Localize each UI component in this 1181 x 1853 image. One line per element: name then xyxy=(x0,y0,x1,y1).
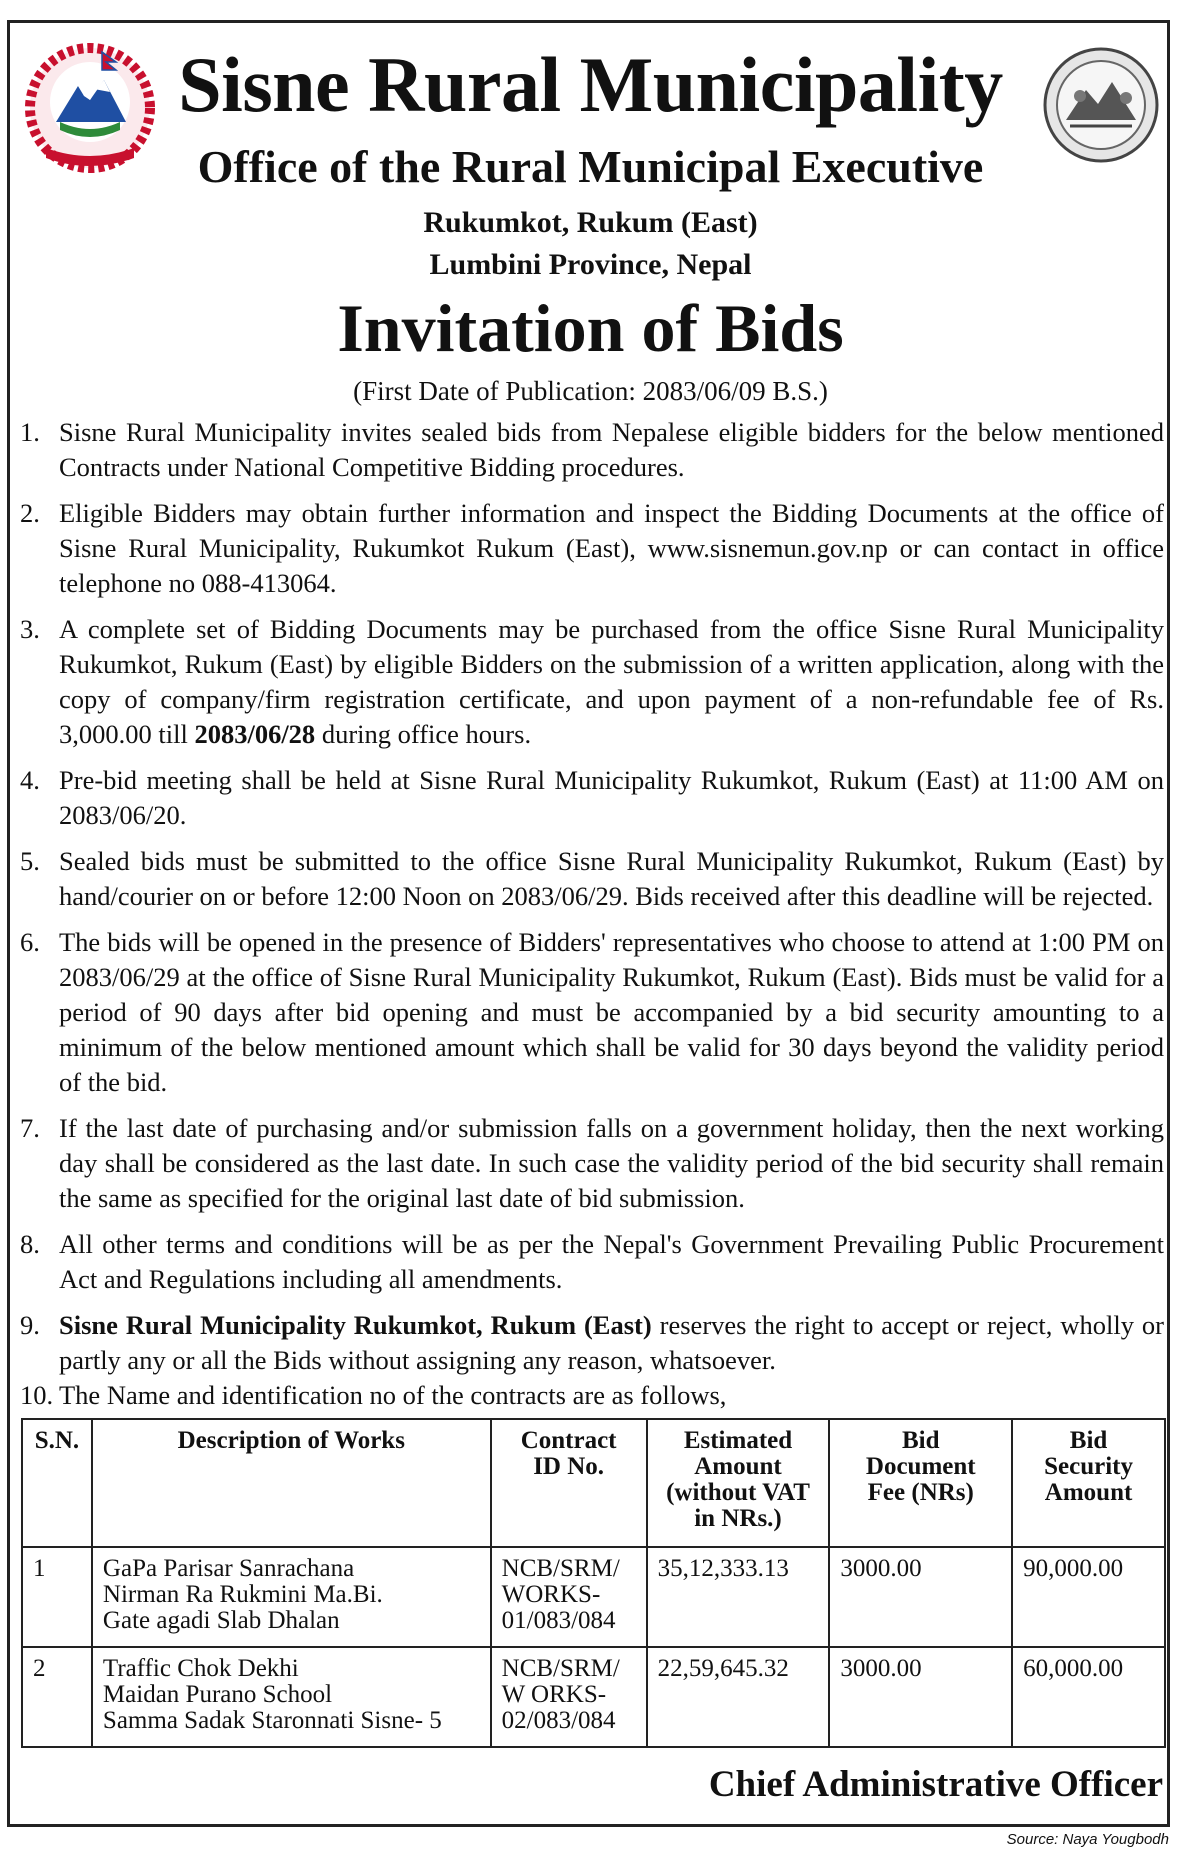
item-number: 8. xyxy=(20,1229,40,1259)
column-header-estimated-amount: Estimated Amount (without VAT in NRs.) xyxy=(647,1419,830,1547)
item-text: A complete set of Bidding Documents may be purchased from the office Sisne Rural Municipality Rukumkot, Rukum (East) by eligible Bidders on the submission of a written application, along with the copy of company/firm registration certificate, and upon payment of a non-refundable fee of Rs. 3,000.00 till xyxy=(59,614,1164,749)
item-number: 9. xyxy=(20,1310,40,1340)
source-credit: Source: Naya Yougbodh xyxy=(1006,1831,1169,1848)
item-number: 1. xyxy=(20,417,40,447)
item-text: If the last date of purchasing and/or submission falls on a government holiday, then the next working day shall be considered as the last date. In such case the validity period of the bid security shall remain the same as specified for the original last date of bid submission. xyxy=(59,1113,1164,1213)
item-text: The bids will be opened in the presence of Bidders' representatives who choose to attend at 1:00 PM on 2083/06/29 at the office of Sisne Rural Municipality Rukumkot, Rukum (East). Bids must be valid for a period of 90 days after bid opening and must be accompanied by a bid security amounting to a minimum of the below mentioned amount which shall be valid for 30 days beyond the validity period of the bid. xyxy=(59,927,1164,1097)
address-line-2: Lumbini Province, Nepal xyxy=(429,248,752,281)
table-row xyxy=(22,1547,1165,1647)
item-text: Sisne Rural Municipality invites sealed bids from Nepalese eligible bidders for the below mentioned Contracts under National Competitive Bidding procedures. xyxy=(59,417,1164,482)
cell-sn: 1 xyxy=(22,1547,92,1647)
item-text: reserves the right to accept or reject, wholly or partly any or all the Bids without assigning any reason, whatsoever. xyxy=(59,1310,1165,1375)
publication-date: (First Date of Publication: 2083/06/09 B.S.) xyxy=(353,376,828,406)
notice-title: Invitation of Bids xyxy=(337,290,844,366)
column-header-bid-security: Bid Security Amount xyxy=(1012,1419,1165,1547)
table-header-row xyxy=(22,1419,1165,1547)
address-line-1: Rukumkot, Rukum (East) xyxy=(423,206,758,239)
column-header-document-fee: Bid Document Fee (NRs) xyxy=(829,1419,1012,1547)
column-header-contract-id: Contract ID No. xyxy=(491,1419,647,1547)
office-title: Office of the Rural Municipal Executive xyxy=(197,141,984,192)
bid-terms-list xyxy=(20,415,1164,1424)
cell-bid-security: 90,000.00 xyxy=(1012,1547,1165,1647)
item-number: 2. xyxy=(20,498,40,528)
list-item xyxy=(20,1308,1164,1378)
item-number: 6. xyxy=(20,927,40,957)
item-text: Eligible Bidders may obtain further information and inspect the Bidding Documents at the office of Sisne Rural Municipality, Rukumkot Rukum (East), www.sisnemun.gov.np or can contact in office telephone no 088-413064. xyxy=(59,498,1164,598)
purchase-deadline: 2083/06/28 xyxy=(194,719,316,749)
list-item xyxy=(20,415,1164,485)
list-item xyxy=(20,496,1164,601)
cell-estimated-amount: 35,12,333.13 xyxy=(647,1547,830,1647)
list-item xyxy=(20,1227,1164,1297)
list-item xyxy=(20,1111,1164,1216)
item-number: 7. xyxy=(20,1113,40,1143)
cell-description: Traffic Chok Dekhi Maidan Purano School Samma Sadak Staronnati Sisne- 5 xyxy=(92,1647,491,1747)
municipality-title: Sisne Rural Municipality xyxy=(178,41,1003,128)
list-item xyxy=(20,925,1164,1100)
list-item xyxy=(20,1378,1164,1413)
contracts-table xyxy=(21,1418,1166,1748)
cell-description: GaPa Parisar Sanrachana Nirman Ra Rukmini Ma.Bi. Gate agadi Slab Dhalan xyxy=(92,1547,491,1647)
municipality-name-bold: Sisne Rural Municipality Rukumkot, Rukum (East) xyxy=(59,1310,652,1340)
signatory-title: Chief Administrative Officer xyxy=(708,1764,1163,1805)
cell-contract-id: NCB/SRM/ WORKS- 01/083/084 xyxy=(491,1547,647,1647)
item-text: during office hours. xyxy=(315,719,532,749)
column-header-description: Description of Works xyxy=(92,1419,491,1547)
item-text: The Name and identification no of the contracts are as follows, xyxy=(59,1380,727,1410)
item-text: Pre-bid meeting shall be held at Sisne Rural Municipality Rukumkot, Rukum (East) at 11:00 AM on 2083/06/20. xyxy=(59,765,1164,830)
cell-estimated-amount: 22,59,645.32 xyxy=(647,1647,830,1747)
cell-document-fee: 3000.00 xyxy=(829,1647,1012,1747)
item-number: 5. xyxy=(20,846,40,876)
table-row xyxy=(22,1647,1165,1747)
cell-document-fee: 3000.00 xyxy=(829,1547,1012,1647)
list-item xyxy=(20,763,1164,833)
cell-bid-security: 60,000.00 xyxy=(1012,1647,1165,1747)
cell-sn: 2 xyxy=(22,1647,92,1747)
item-number: 4. xyxy=(20,765,40,795)
cell-contract-id: NCB/SRM/ W ORKS- 02/083/084 xyxy=(491,1647,647,1747)
column-header-sn: S.N. xyxy=(22,1419,92,1547)
item-number: 10. xyxy=(20,1380,54,1410)
item-number: 3. xyxy=(20,614,40,644)
list-item xyxy=(20,844,1164,914)
item-text: Sealed bids must be submitted to the office Sisne Rural Municipality Rukumkot, Rukum (East) by hand/courier on or before 12:00 Noon on 2083/06/29. Bids received after this deadline will be rejected. xyxy=(59,846,1164,911)
list-item xyxy=(20,612,1164,752)
item-text: All other terms and conditions will be as per the Nepal's Government Prevailing Public Procurement Act and Regulations including all amendments. xyxy=(59,1229,1164,1294)
